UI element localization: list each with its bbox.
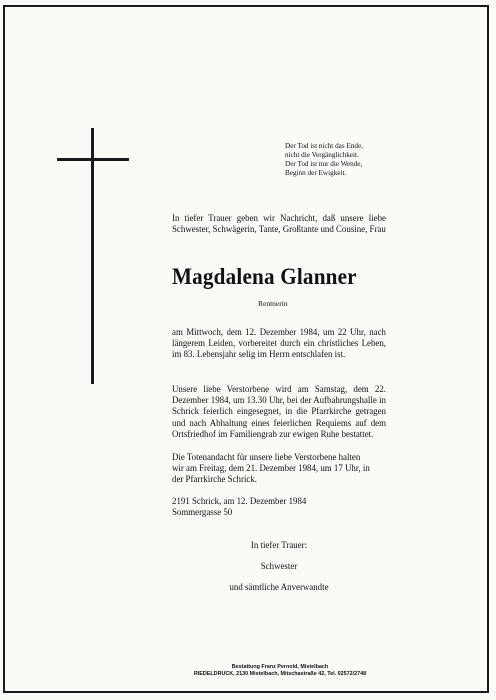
funeral-paragraph: Unsere liebe Verstorbene wird am Samstag, dem 22. Dezember 1984, um 13.30 Uhr, bei der Aufbahrungshalle in Schrick feierlich eingesegnet, in die Pfarrkirche getragen und nach Abhaltung eines feierlichen Requiems auf dem Ortsfriedhof im Familiengrab zur ewigen Ruhe bestattet. [172,384,386,439]
quote-line: Der Tod ist nur die Wende, [285,160,363,168]
mourner-sister: Schwester [260,561,298,571]
place-date: 2191 Schrick, am 12. Dezember 1984 [172,496,307,506]
intro-paragraph: In tiefer Trauer geben wir Nachricht, daß unsere liebe Schwester, Schwägerin, Tante, Großtante und Cousine, Frau [172,213,386,235]
street-address: Sommergasse 50 [172,507,233,518]
mourners-heading: In tiefer Trauer: [250,540,308,550]
mourner-relatives: und sämtliche Anverwandte [229,582,329,592]
quote-line: Beginn der Ewigkeit. [285,169,347,177]
deceased-name: Magdalena Glanner [172,264,357,289]
death-paragraph: am Mittwoch, dem 12. Dezember 1984, um 22 Uhr, nach längerem Leiden, vorbereitet durch ein christliches Leben, im 83. Lebensjahr selig im Herrn entschlafen ist. [172,327,386,360]
footer-line: Bestattung Franz Pernold, Mistelbach [231,664,329,670]
deceased-occupation: Rentnerin [258,299,288,308]
quote-line: Der Tod ist nicht das Ende, [285,142,364,150]
printer-footer [160,664,400,678]
address-block [172,496,306,518]
vigil-paragraph [172,452,386,486]
vigil-line: der Pfarrkirche Schrick. [172,474,258,485]
vigil-line: Die Totenandacht für unsere liebe Verstorbene halten [172,452,361,462]
memorial-quote [285,142,363,178]
footer-line: RIEDELDRUCK, 2130 Mistelbach, Mitschastraße 42, Tel. 02572/2748 [193,671,367,677]
quote-line: nicht die Vergänglichkeit. [285,151,359,159]
cross-icon [91,128,94,384]
cross-icon-crossbar [57,158,129,161]
vigil-line: wir am Freitag, dem 21. Dezember 1984, um 17 Uhr, in [172,463,370,474]
